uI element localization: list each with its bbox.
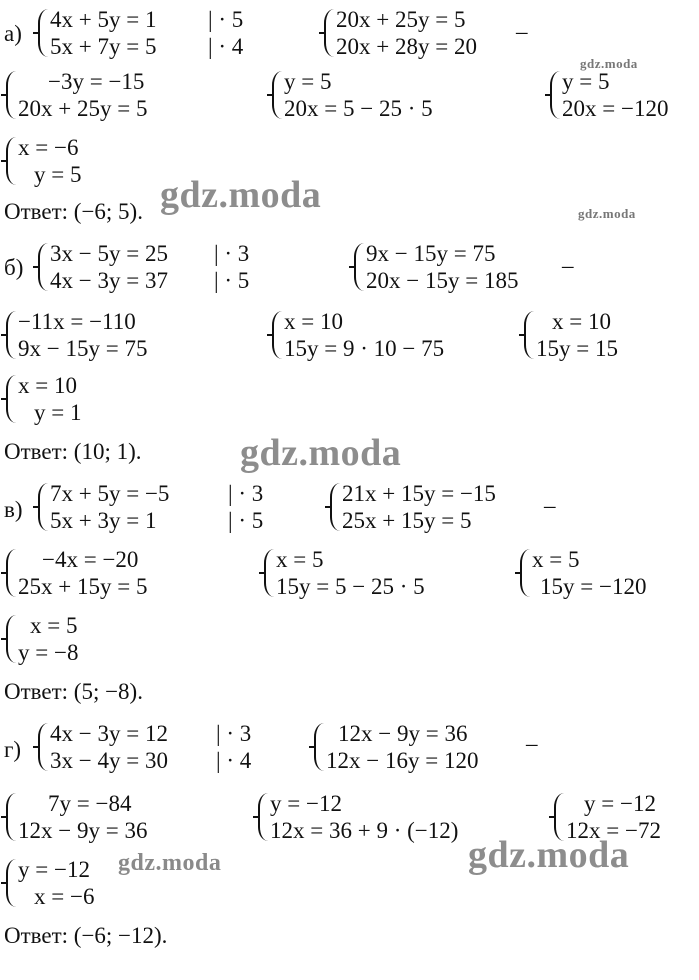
equation: 20x = −120 [562,96,669,121]
watermark: gdz.moda [578,206,636,221]
part-a-label: а) [4,21,22,46]
part-v-multipliers [228,480,263,534]
equation: 7y = −84 [48,791,132,816]
equation: x = −6 [18,135,79,160]
minus-sign: – [544,493,556,518]
part-v-system-1 [36,480,169,534]
part-a-system-4 [270,68,433,122]
part-b-answer: Ответ: (10; 1). [4,439,142,464]
equation: 12x = −72 [566,818,661,843]
equation: 25x + 15y = 5 [342,508,472,533]
equation: 20x = 5 − 25 · 5 [284,96,433,121]
equation: y = −12 [584,791,656,816]
equation: 15y = −120 [540,574,647,599]
part-b-system-3 [4,308,147,362]
part-a-system-1 [36,6,156,60]
part-g-system-1 [36,720,168,774]
equation: 12x − 9y = 36 [338,721,468,746]
equation: y = 1 [34,400,82,425]
minus-sign: – [516,19,528,44]
part-g-label: г) [4,737,22,762]
part-a-system-6 [4,134,81,188]
multiplier: | · 3 [228,481,264,506]
multiplier: | · 3 [214,241,250,266]
part-v-label: в) [4,497,23,522]
equation: 7x + 5y = −5 [50,481,170,506]
part-b-system-5 [522,308,618,362]
equation: 5x + 7y = 5 [50,34,157,59]
equation: y = 5 [34,162,82,187]
equation: y = −12 [270,791,342,816]
equation: x = 5 [276,547,324,572]
part-a-system-2 [322,6,477,60]
part-g-system-3 [4,790,147,844]
equation: y = −8 [18,640,79,665]
equation: x = 10 [18,373,77,398]
part-b-label: б) [4,255,24,280]
equation: 4x − 3y = 37 [50,268,168,293]
equation: 4x + 5y = 1 [50,7,157,32]
part-b-multipliers [214,240,249,294]
part-a-answer: Ответ: (−6; 5). [4,199,143,224]
multiplier: | · 4 [208,34,244,59]
part-b-system-4 [270,308,444,362]
equation: 5x + 3y = 1 [50,508,157,533]
part-b-system-1 [36,240,168,294]
equation: x = 10 [284,309,343,334]
multiplier: | · 4 [216,748,252,773]
part-g-answer: Ответ: (−6; −12). [4,923,168,948]
equation: −11x = −110 [18,309,136,334]
watermark: gdz.moda [240,432,402,474]
watermark: gdz.moda [468,834,630,876]
equation: 12x = 36 + 9 · (−12) [270,818,459,843]
equation: x = 10 [552,309,611,334]
multiplier: | · 5 [214,268,250,293]
equation: y = −12 [18,857,90,882]
part-b-system-6 [4,372,81,426]
equation: 25x + 15y = 5 [18,574,148,599]
equation: −4x = −20 [42,547,139,572]
equation: 20x + 25y = 5 [336,7,466,32]
equation: 15y = 9 · 10 − 75 [284,336,445,361]
part-v-system-2 [328,480,496,534]
part-g-system-6 [4,856,94,910]
part-g-system-4 [256,790,458,844]
equation: x = 5 [532,547,580,572]
part-v-system-4 [262,546,425,600]
equation: 15y = 5 − 25 · 5 [276,574,425,599]
equation: 9x − 15y = 75 [366,241,496,266]
multiplier: | · 5 [208,7,244,32]
part-g-multipliers [216,720,251,774]
part-g-system-2 [312,720,478,774]
part-v-system-3 [4,546,147,600]
multiplier: | · 5 [228,508,264,533]
part-a-multipliers [208,6,243,60]
watermark: gdz.moda [160,174,322,216]
equation: 3x − 4y = 30 [50,748,168,773]
equation: 3x − 5y = 25 [50,241,168,266]
minus-sign: – [562,253,574,278]
equation: x = −6 [34,884,95,909]
equation: 12x − 16y = 120 [326,748,479,773]
equation: 12x − 9y = 36 [18,818,148,843]
multiplier: | · 3 [216,721,252,746]
equation: y = 5 [284,69,332,94]
equation: 20x − 15y = 185 [366,268,519,293]
watermark: gdz.moda [118,850,222,876]
equation: 9x − 15y = 75 [18,336,148,361]
minus-sign: – [526,731,538,756]
equation: 20x + 25y = 5 [18,96,148,121]
equation: 21x + 15y = −15 [342,481,496,506]
equation: y = 5 [562,69,610,94]
equation: −3y = −15 [48,69,145,94]
part-v-answer: Ответ: (5; −8). [4,679,143,704]
part-b-system-2 [352,240,518,294]
part-a-system-3 [4,68,147,122]
equation: x = 5 [30,613,78,638]
watermark: gdz.moda [580,56,638,71]
equation: 15y = 15 [536,336,618,361]
part-v-system-6 [4,612,78,666]
equation: 20x + 28y = 20 [336,34,477,59]
part-v-system-5 [518,546,646,600]
equation: 4x − 3y = 12 [50,721,168,746]
